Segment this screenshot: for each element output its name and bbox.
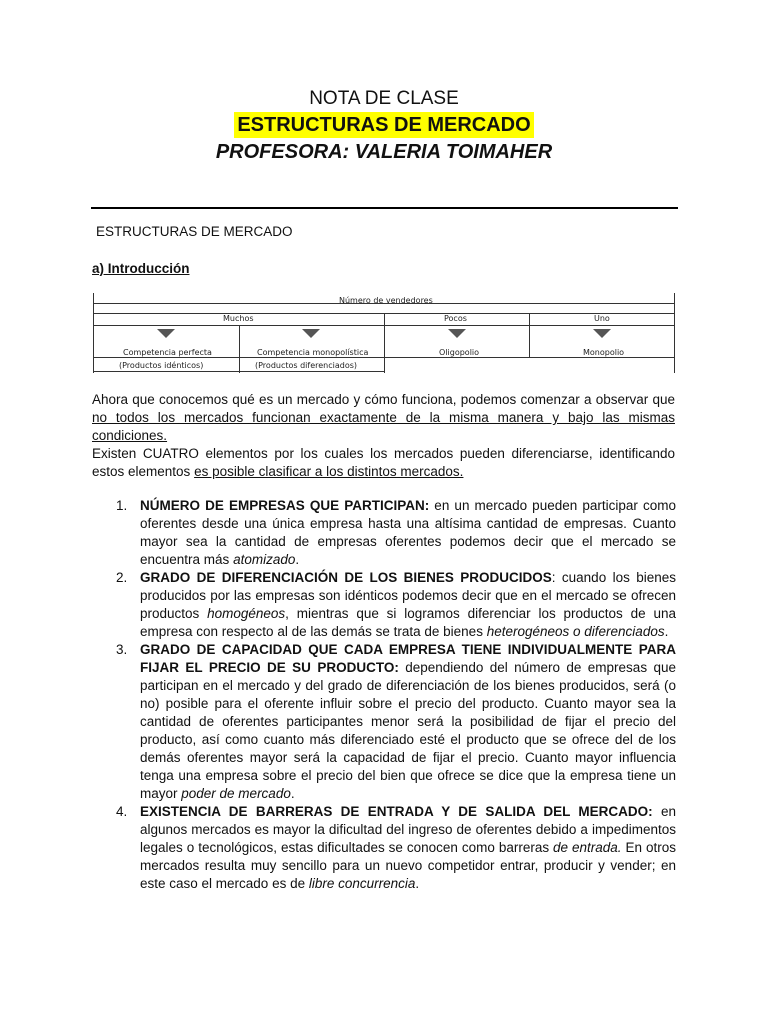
item-text: : cuando los bienes producidos por las empresas son idénticos podemos decir que en el mercado se ofrecen productos	[140, 570, 676, 621]
group-muchos: Muchos	[223, 314, 254, 323]
group-uno: Uno	[594, 314, 610, 323]
list-item	[92, 803, 676, 893]
list-item	[92, 569, 676, 641]
intro-paragraph-2	[92, 445, 675, 481]
list-number: 2.	[116, 570, 128, 585]
intro-text: Existen CUATRO elementos por los cuales los mercados pueden diferenciarse, identificando estos elementos	[92, 446, 675, 479]
item-heading: GRADO DE DIFERENCIACIÓN DE LOS BIENES PRODUCIDOS	[140, 570, 552, 585]
intro-text: Ahora que conocemos qué es un mercado y cómo funciona, podemos comenzar a observar que	[92, 392, 675, 407]
intro-underlined-text: es posible clasificar a los distintos mercados.	[194, 464, 464, 479]
item-italic: homogéneos	[207, 606, 286, 621]
nota-label: NOTA DE CLASE	[309, 88, 459, 109]
arrow-down-icon	[448, 329, 466, 338]
item-heading: GRADO DE CAPACIDAD QUE CADA EMPRESA TIENE INDIVIDUALMENTE PARA FIJAR EL PRECIO DE SU PRODUCTO:	[140, 642, 676, 675]
item-heading: EXISTENCIA DE BARRERAS DE ENTRADA Y DE SALIDA DEL MERCADO:	[140, 804, 653, 819]
arrow-down-icon	[302, 329, 320, 338]
item-italic: atomizado	[233, 552, 296, 567]
table-header: Número de vendedores	[339, 296, 433, 305]
structure-competencia-monopolistica: Competencia monopolística	[257, 348, 369, 357]
intro-paragraph-1	[92, 391, 675, 445]
list-item	[92, 497, 676, 569]
products-diferenciados: (Productos diferenciados)	[255, 361, 358, 370]
list-number: 4.	[116, 804, 128, 819]
item-text: en un mercado pueden participar como oferentes desde una única empresa hasta una altísima cantidad de empresas. Cuanto mayor sea la cantidad de empresas oferentes podemos decir que el mercado se encuentra más	[140, 498, 676, 567]
structure-competencia-perfecta: Competencia perfecta	[123, 348, 212, 357]
item-italic: heterogéneos o diferenciados	[486, 624, 665, 639]
item-text: dependiendo del número de empresas que participan en el mercado y del grado de diferenciación de los bienes producidos, será (o no) posible para el oferente influir sobre el precio del producto. Cuanto mayor sea la cantidad de oferentes participantes menor será la posibilidad de fijar el precio del producto, así como cuanto más diferenciado esté el producto que se ofrece del de los demás oferentes mayor será la capacidad de fijar el precio. Cuanto mayor influencia tenga una empresa sobre el precio del bien que ofrece se dice que la empresa tiene un mayor	[140, 660, 677, 801]
list-item	[92, 641, 676, 803]
item-text: , mientras que si logramos diferenciar los productos de una empresa con respecto al de las demás se trata de bienes	[140, 606, 676, 639]
item-text: en algunos mercados es mayor la dificultad del ingreso de oferentes debido a impedimentos legales o tecnológicos, estas dificultades se conocen como barreras	[140, 804, 676, 855]
subsection-title: a) Introducción	[92, 261, 190, 276]
structure-oligopolio: Oligopolio	[439, 348, 480, 357]
document-header	[0, 86, 768, 166]
market-structures-table	[93, 293, 675, 373]
intro-underlined-text: no todos los mercados funcionan exactamente de la misma manera y bajo las mismas condiciones.	[92, 410, 675, 443]
list-number: 3.	[116, 642, 128, 657]
item-end: .	[664, 624, 669, 639]
group-pocos: Pocos	[444, 314, 467, 323]
professor-line: PROFESORA: VALERIA TOIMAHER	[215, 141, 553, 163]
header-divider	[91, 207, 678, 209]
item-italic: libre concurrencia	[308, 876, 416, 891]
item-heading: NÚMERO DE EMPRESAS QUE PARTICIPAN:	[140, 498, 430, 513]
section-title: ESTRUCTURAS DE MERCADO	[96, 224, 293, 239]
item-end: .	[295, 552, 300, 567]
item-end: .	[415, 876, 420, 891]
elements-list	[92, 497, 676, 893]
arrow-down-icon	[593, 329, 611, 338]
item-italic: de entrada.	[553, 840, 622, 855]
item-end: .	[290, 786, 295, 801]
arrow-down-icon	[157, 329, 175, 338]
document-title: ESTRUCTURAS DE MERCADO	[234, 112, 533, 138]
item-italic: poder de mercado	[181, 786, 291, 801]
list-number: 1.	[116, 498, 128, 513]
structure-monopolio: Monopolio	[583, 348, 625, 357]
item-text: En otros mercados resulta muy sencillo para un nuevo competidor entrar, producir y vender; en este caso el mercado es de	[140, 840, 676, 891]
products-identicos: (Productos idénticos)	[119, 361, 204, 370]
